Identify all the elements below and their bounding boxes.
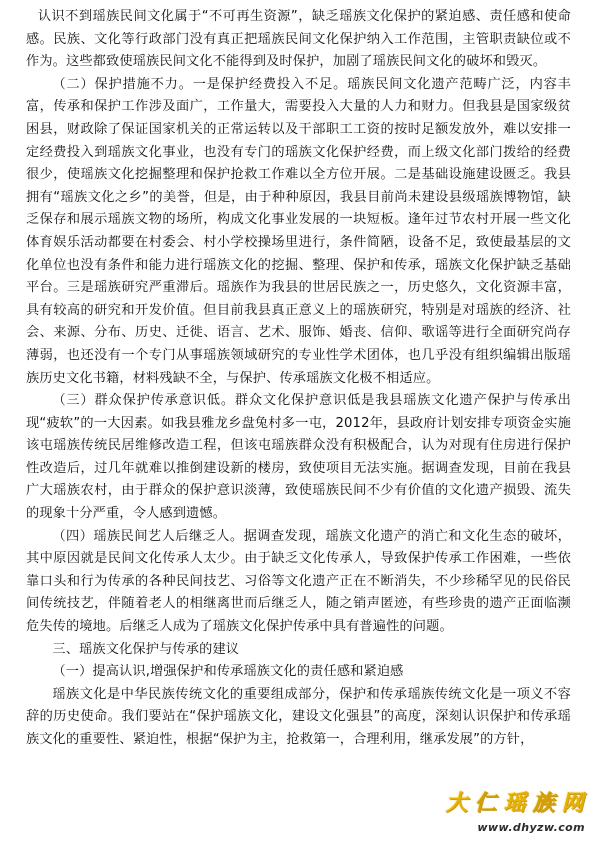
paragraph-cultural-mission: 瑶族文化是中华民族传统文化的重要组成部分，保护和传承瑶族传统文化是一项义不容辞的历史使命。我们要站在“保护瑶族文化，建设文化强县”的高度，深刻认识保护和传承瑶族文化的重要性、紧迫性，根据“保护为主，抢救第一，合理利用，继承发展”的方针，	[26, 686, 571, 747]
watermark-characters	[442, 790, 587, 817]
watermark-char: 仁	[474, 790, 497, 816]
section-heading-suggestions: 三、瑶族文化保护与传承的建议	[52, 641, 240, 657]
watermark-char: 大	[445, 790, 468, 816]
paragraph-public-awareness: （三）群众保护传承意识低。群众文化保护意识低是我县瑶族文化遗产保护与传承出现“疲软”的一大因素。如我县雅龙乡盘兔村多一屯，2012年，县政府计划安排专项资金实施该屯瑶族传统民居维修改造工程，但该屯瑶族群众没有积极配合，认为对现有住房进行保护性改造后，过几年就难以推倒建设新的楼房，致使项目无法实施。据调查发现，目前在我县广大瑶族农村，由于群众的保护意识淡薄，致使瑶族民间不少有价值的文化遗产损毁、流失的现象十分严重，令人感到遗憾。	[26, 393, 571, 522]
paragraph-intro-continuation: 认识不到瑶族民间文化属于“不可再生资源”，缺乏瑶族文化保护的紧迫感、责任感和使命感。民族、文化等行政部门没有真正把瑶族民间文化保护纳入工作范围，主管职责缺位或不作为。这些都致使瑶族民间文化不能得到及时保护，加剧了瑶族民间文化的破坏和毁灭。	[26, 9, 571, 70]
paragraph-folk-artists: （四）瑶族民间艺人后继乏人。据调查发现，瑶族文化遗产的消亡和文化生态的破坏，其中原因就是民间文化传承人太少。由于缺乏文化传承人，导致保护传承工作困难，一些依靠口头和行为传承的各种民间技艺、习俗等文化遗产正在不断消失，不少珍稀罕见的民俗民间传统技艺，伴随着老人的相继离世而后继乏人，随之销声匿迹，有些珍贵的遗产正面临濒危失传的境地。后继乏人成为了瑶族文化保护传承中具有普遍性的问题。	[26, 528, 571, 635]
paragraph-protection-measures: （二）保护措施不力。一是保护经费投入不足。瑶族民间文化遗产范畴广泛，内容丰富，传承和保护工作涉及面广，工作量大，需要投入大量的人力和财力。但我县是国家级贫困县，财政除了保证国家机关的正常运转以及干部职工工资的按时足额发放外，难以安排一定经费投入到瑶族文化事业，也没有专门的瑶族文化保护经费，而上级文化部门拨给的经费很少，使瑶族文化挖掘整理和保护抢救工作难以全方位开展。二是基础设施建设匮乏。我县拥有“瑶族文化之乡”的美誉，但是，由于种种原因，我县目前尚未建设县级瑶族博物馆，缺乏保存和展示瑶族文物的场所，构成文化事业发展的一块短板。逢年过节农村开展一些文化体育娱乐活动都要在村委会、村小学校操场里进行，条件简陋，设备不足，致使最基层的文化单位也没有条件和能力进行瑶族文化的挖掘、整理、保护和传承，瑶族文化保护缺乏基础平台。三是瑶族研究严重滞后。瑶族作为我县的世居民族之一，历史悠久，文化资源丰富，具有较高的研究和开发价值。但目前我县真正意义上的瑶族研究，特别是对瑶族的经济、社会、来源、分布、历史、迁徙、语言、艺术、服饰、婚丧、信仰、歌谣等进行全面研究尚存薄弱，也还没有一个专门从事瑶族领域研究的专业性学术团体，也几乎没有组织编辑出版瑶族历史文化书籍，材料残缺不全，与保护、传承瑶族文化极不相适应。	[26, 76, 571, 386]
site-watermark-logo	[439, 790, 589, 836]
watermark-char: 族	[532, 790, 555, 816]
watermark-char: 网	[561, 790, 584, 816]
watermark-url: www.dhyzw.com	[477, 821, 585, 834]
subsection-heading-awareness: （一）提高认识,增强保护和传承瑶族文化的责任感和紧迫感	[52, 664, 404, 680]
watermark-char: 瑶	[503, 790, 526, 816]
